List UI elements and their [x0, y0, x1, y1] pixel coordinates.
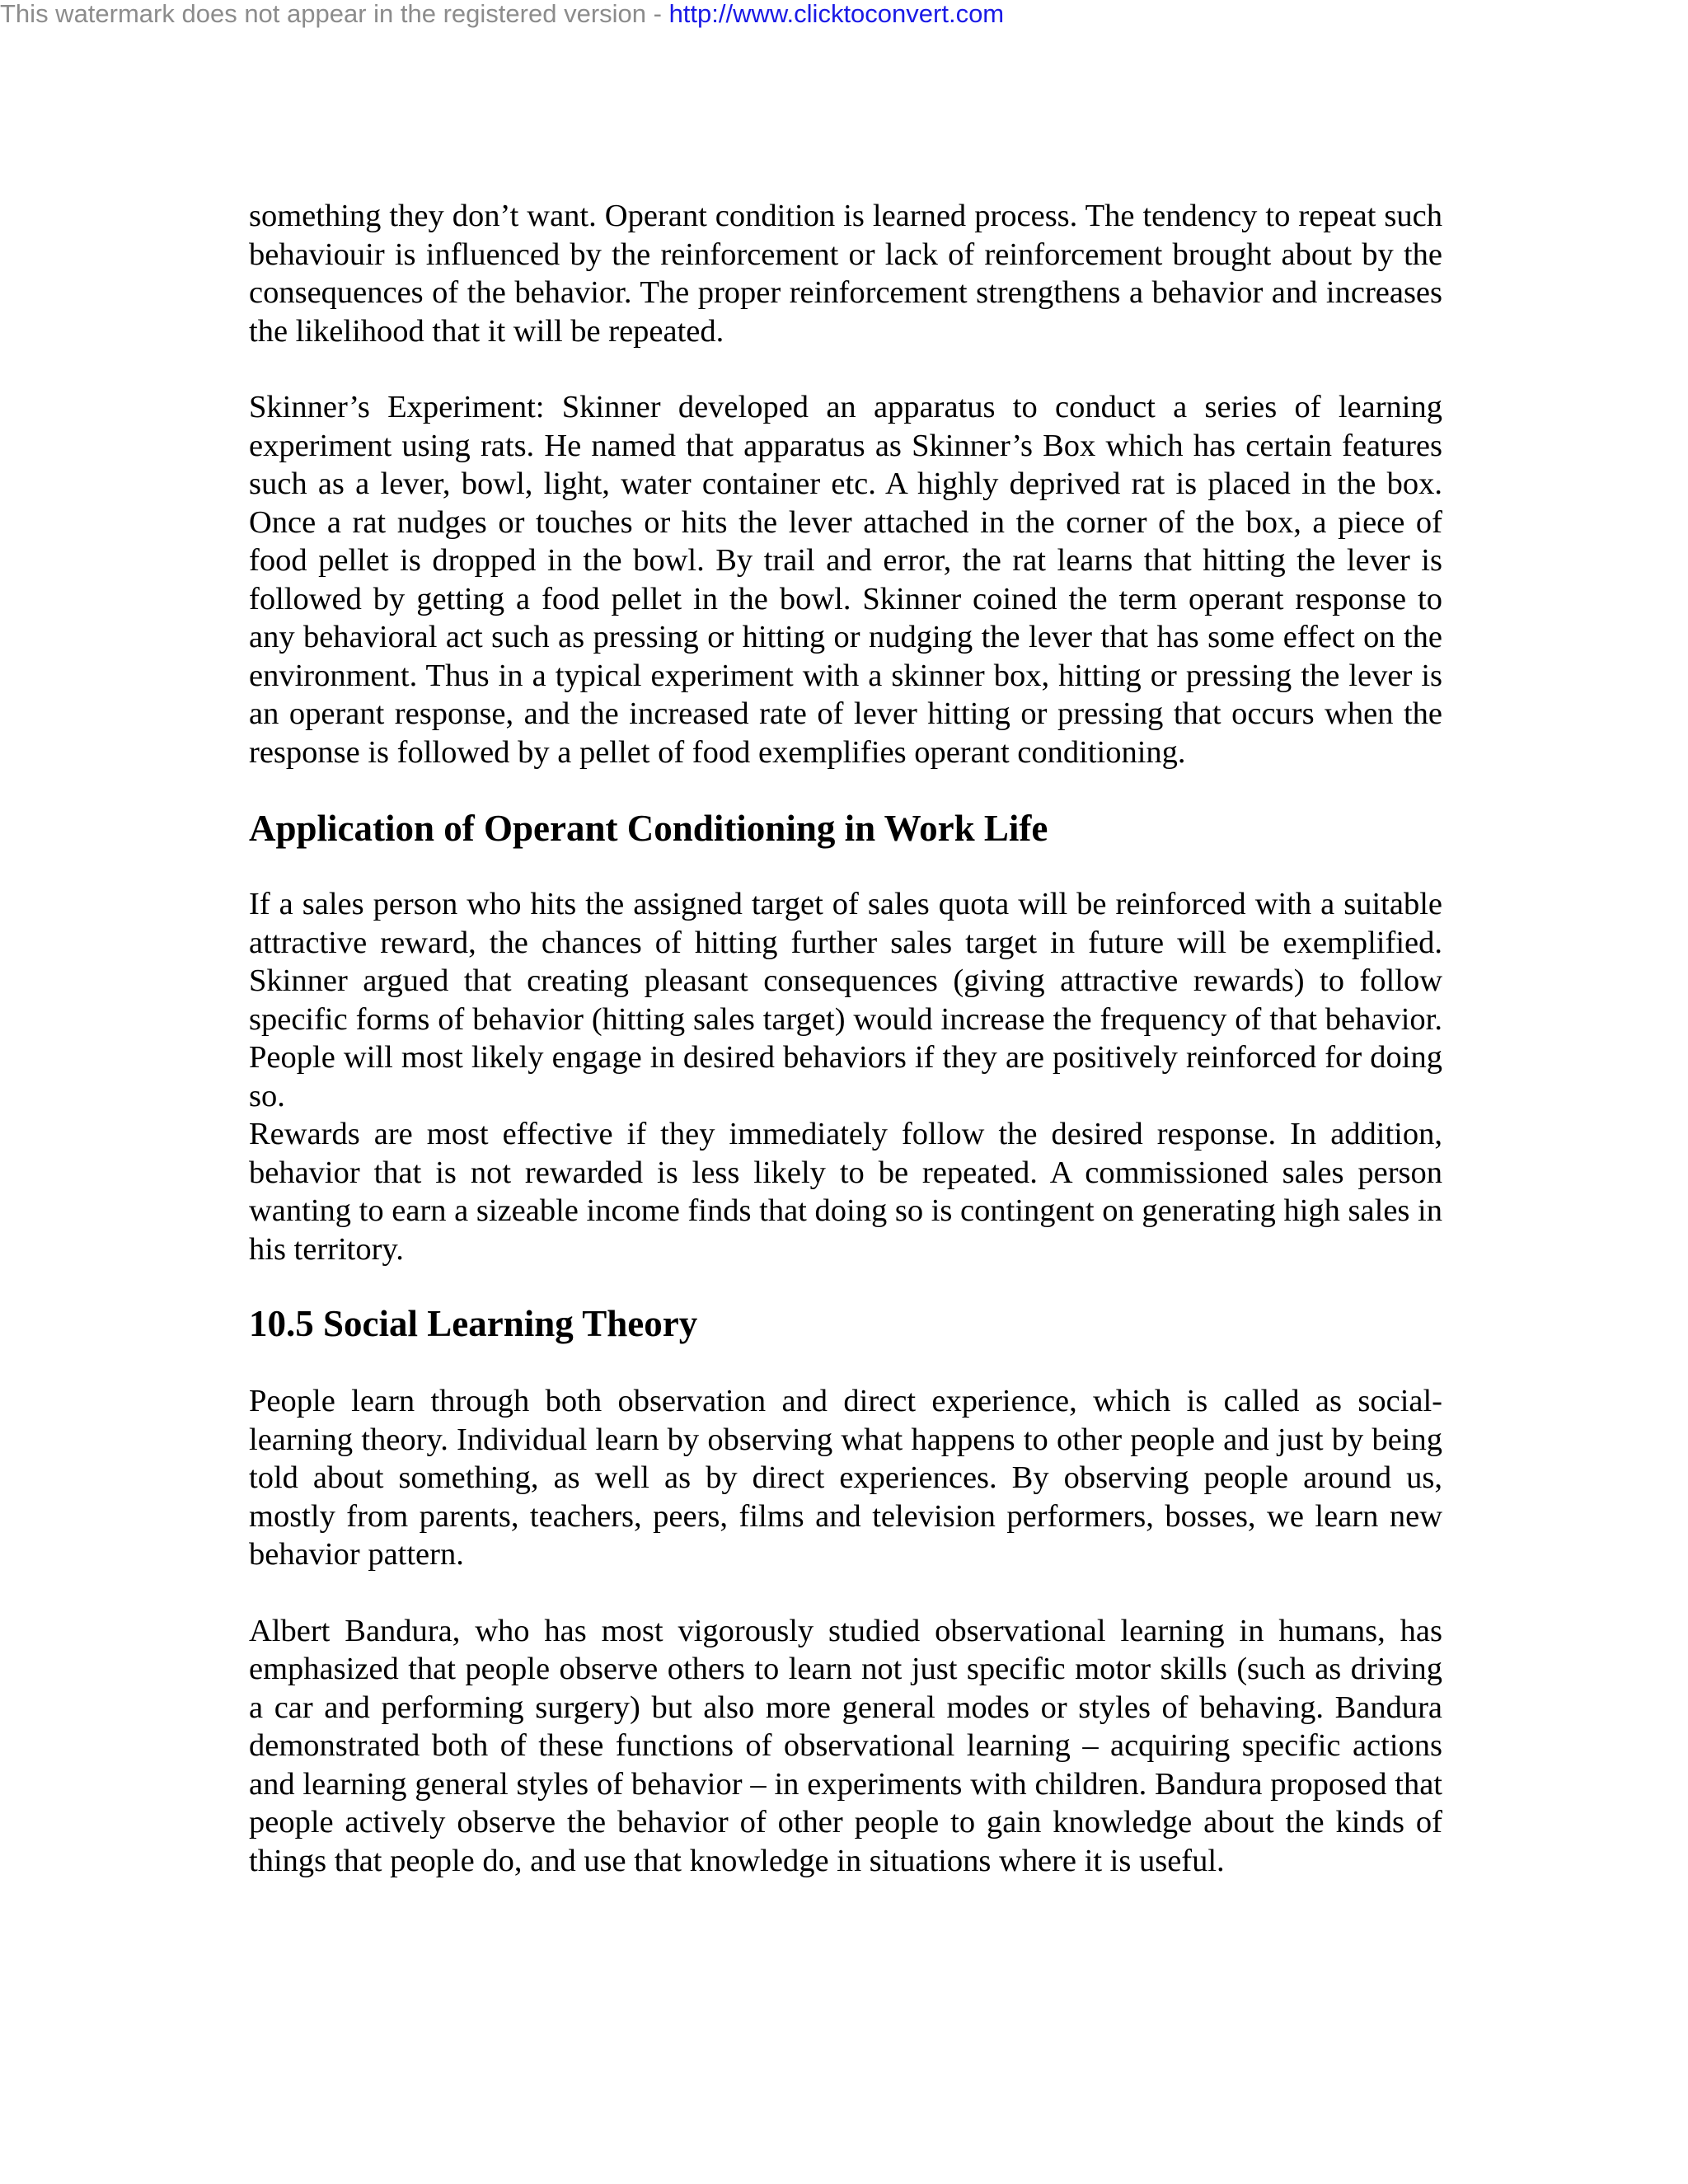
heading-social-learning: 10.5 Social Learning Theory — [249, 1303, 698, 1344]
heading-operant-application: Application of Operant Conditioning in Work Life — [249, 808, 1048, 849]
watermark-link[interactable]: http://www.clicktoconvert.com — [668, 0, 1005, 28]
paragraph-bandura: Albert Bandura, who has most vigorously studied observational learning in humans, has emphasized that people observe others to learn not just specific motor skills (such as driving a car and performing surgery) but also more general modes or styles of behaving. Bandura demonstrated both of these functions of observational learning – acquiring specific actions and learning general styles of behavior – in experiments with children. Bandura proposed that people actively observe the behavior of other people to gain knowledge about the kinds of things that people do, and use that knowledge in situations where it is useful. — [249, 1613, 1442, 1878]
paragraph-social-learning: People learn through both observation and direct experience, which is called as social-learning theory. Individual learn by observing what happens to other people and just by being told about something, as well as by direct experiences. By observing people around us, mostly from parents, teachers, peers, films and television performers, bosses, we learn new behavior pattern. — [249, 1384, 1442, 1572]
paragraph-rewards: Rewards are most effective if they immediately follow the desired response. In addition, behavior that is not rewarded is less likely to be repeated. A commissioned sales person wanting to earn a sizeable income finds that doing so is contingent on generating high sales in his territory. — [249, 1117, 1442, 1267]
paragraph-skinner-experiment: Skinner’s Experiment: Skinner developed an apparatus to conduct a series of learning experiment using rats. He named that apparatus as Skinner’s Box which has certain features such as a lever, bowl, light, water container etc. A highly deprived rat is placed in the box. Once a rat nudges or touches or hits the lever attached in the corner of the box, a piece of food pellet is dropped in the bowl. By trail and error, the rat learns that hitting the lever is followed by getting a food pellet in the bowl. Skinner coined the term operant response to any behavioral act such as pressing or hitting or nudging the lever that has some effect on the environment. Thus in a typical experiment with a skinner box, hitting or pressing the lever is an operant response, and the increased rate of lever hitting or pressing that occurs when the response is followed by a pellet of food exemplifies operant conditioning. — [249, 390, 1442, 770]
paragraph-operant-intro: something they don’t want. Operant condition is learned process. The tendency to repeat such behaviouir is influenced by the reinforcement or lack of reinforcement brought about by the consequences of the behavior. The proper reinforcement strengthens a behavior and increases the likelihood that it will be repeated. — [249, 199, 1442, 349]
paragraph-sales-reinforcement: If a sales person who hits the assigned target of sales quota will be reinforced with a suitable attractive reward, the chances of hitting further sales target in future will be exemplified. Skinner argued that creating pleasant consequences (giving attractive rewards) to follow specific forms of behavior (hitting sales target) would increase the frequency of that behavior. People will most likely engage in desired behaviors if they are positively reinforced for doing so. — [249, 887, 1442, 1113]
document-body — [249, 197, 1442, 1880]
watermark-text: This watermark does not appear in the registered version - — [0, 0, 669, 28]
watermark — [0, 0, 1004, 28]
